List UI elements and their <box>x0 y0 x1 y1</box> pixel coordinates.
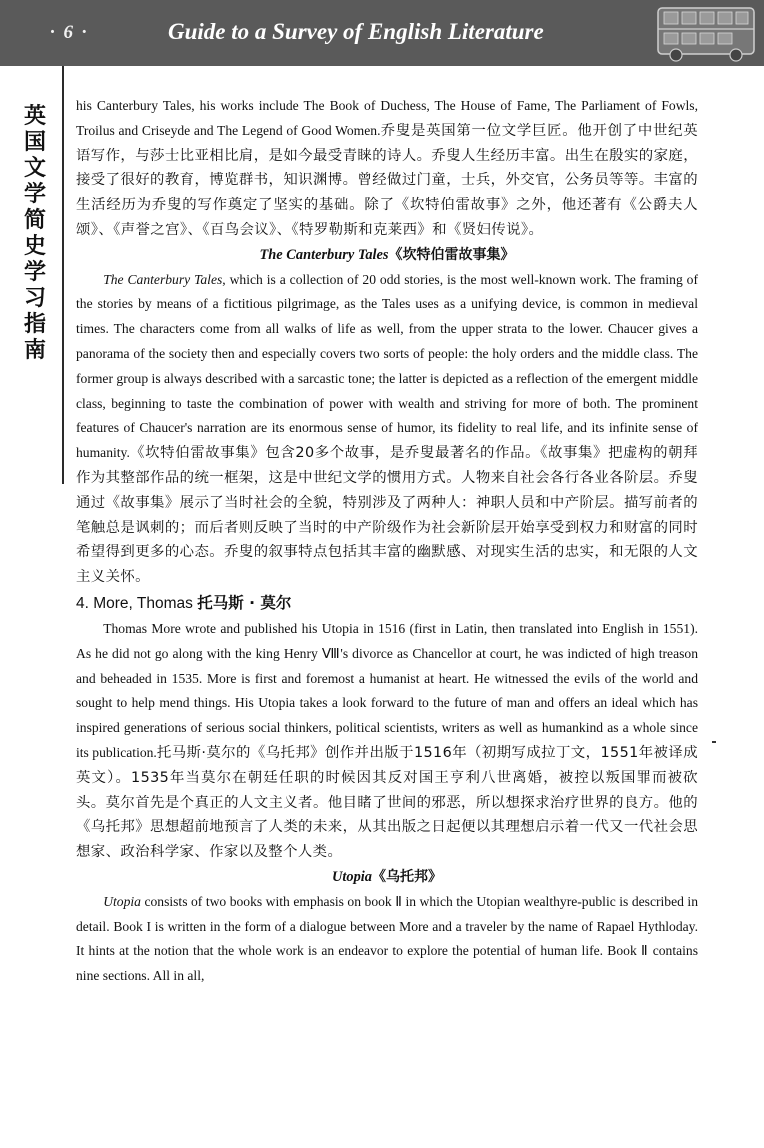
running-title: Guide to a Survey of English Literature <box>168 19 544 44</box>
work-title: Utopia <box>103 893 141 909</box>
subheading-en: The Canterbury Tales <box>259 246 389 263</box>
section-author-zh: 托马斯 · 莫尔 <box>197 593 292 612</box>
intro-en: his Canterbury Tales, his works include The Book of Duchess, The House of Fame, The Parliament of Fowls, Troilus and Criseyde and The Legend of Good Women. <box>76 98 698 138</box>
work-title: The Canterbury Tales <box>103 271 223 287</box>
more-zh: 托马斯·莫尔的《乌托邦》创作并出版于1516年（初期写成拉丁文，1551年被译成英文）。1535年当莫尔在朝廷任职的时候因其反对国王亨利八世离婚，被控以叛国罪而被砍头。莫尔首先是个真正的人文主义者。他目睹了世间的邪恶，所以想探求治疗世界的良方。他的《乌托邦》思想超前地预言了人类的未来，从其出版之日起便以其理想启示着一代又一代社会思想家、政治科学家、作家以及整个人类。 <box>76 744 698 861</box>
section-number: 4. <box>76 594 94 612</box>
subheading-canterbury <box>76 243 698 268</box>
more-en: Thomas More wrote and published his Utopia in 1516 (first in Latin, then translated into English in 1551). As he did not go along with the king Henry Ⅷ's divorce as Chancellor at court, he was indicted of high treason and beheaded in 1535. More is first and foremost a humanist at heart. He witnessed the evils of the world and sought to help mend things. His Utopia takes a look forward to the future of man and offers an ideal which has inspired generations of serious social thinkers, political scientists, writers as well as humankind as a whole since its publication. <box>76 620 698 760</box>
page-header <box>0 0 764 66</box>
subheading-zh: 《坎特伯雷故事集》 <box>388 246 515 263</box>
side-title-char: 国 <box>23 130 46 155</box>
double-decker-bus-icon <box>650 2 762 64</box>
canterbury-paragraph <box>76 268 698 590</box>
subheading-zh: 《乌托邦》 <box>371 868 442 885</box>
intro-paragraph <box>76 94 698 243</box>
section-heading-more <box>76 590 698 617</box>
side-title-char: 学 <box>23 260 46 285</box>
side-title <box>18 104 52 364</box>
side-title-char: 英 <box>23 104 46 129</box>
side-title-char: 南 <box>23 338 46 363</box>
side-title-char: 学 <box>23 182 46 207</box>
side-title-char: 指 <box>23 312 46 337</box>
margin-tick-mark <box>712 741 716 743</box>
utopia-paragraph <box>76 890 698 989</box>
canterbury-zh: 《坎特伯雷故事集》包含20多个故事，是乔叟最著名的作品。《故事集》把虚构的朝拜作为其整部作品的统一框架，这是中世纪文学的惯用方式。人物来自社会各行各业各阶层。乔叟通过《故事集》展示了当时社会的全貌，特别涉及了两种人：神职人员和中产阶层。描写前者的笔触总是讽刺的；而后者则反映了当时的中产阶级作为社会新阶层开始享受到权力和财富的同时希望得到更多的心态。乔叟的叙事特点包括其丰富的幽默感、对现实生活的忠实，和无限的人文主义关怀。 <box>76 445 698 586</box>
side-title-char: 习 <box>23 286 46 311</box>
canterbury-en: , which is a collection of 20 odd stories, is the most well-known work. The framing of the stories by means of a fictitious pilgrimage, as the Tales uses as a unifying device, is common in medieval times. The characters come from all walks of life as well, from the upper strata to the lower. Chaucer gives a panorama of the society then and especially covers two sorts of people: the holy orders and the middle class. The former group is always described with a sarcastic tone; the latter is depicted as a reflection of the emergent middle class, beginning to taste the combination of power with wealth and striving for more of both. The prominent features of Chaucer's narration are its enormous sense of humor, its fidelity to real life, and its infinite sense of humanity. <box>76 271 698 461</box>
side-title-char: 简 <box>23 208 46 233</box>
utopia-en: consists of two books with emphasis on book Ⅱ in which the Utopian wealthyre-public is described in detail. Book I is written in the form of a dialogue between More and a traveler by the name of Rapael Hythloday. It hints at the notion that the whole work is an endeavor to explore the potential of human life. Book Ⅱ contains nine sections. All in all, <box>76 893 698 984</box>
intro-zh: 乔叟是英国第一位文学巨匠。他开创了中世纪英语写作，与莎士比亚相比肩，是如今最受青睐的诗人。乔叟人生经历丰富。出生在殷实的家庭，接受了很好的教育，博览群书，知识渊博。曾经做过门童，士兵，外交官，公务员等等。丰富的生活经历为乔叟的写作奠定了坚实的基础。除了《坎特伯雷故事》之外，他还著有《公爵夫人颂》、《声誉之宫》、《百鸟会议》、《特罗勒斯和克莱西》和《贤妇传说》。 <box>76 122 698 238</box>
side-title-char: 史 <box>23 234 46 259</box>
section-author-en: More, Thomas <box>93 594 198 612</box>
side-title-char: 文 <box>23 156 46 181</box>
page-number: · 6 · <box>50 22 89 43</box>
margin-rule <box>62 66 64 484</box>
more-paragraph <box>76 617 698 865</box>
page-body <box>76 94 698 989</box>
subheading-utopia <box>76 865 698 890</box>
subheading-en: Utopia <box>332 868 372 885</box>
